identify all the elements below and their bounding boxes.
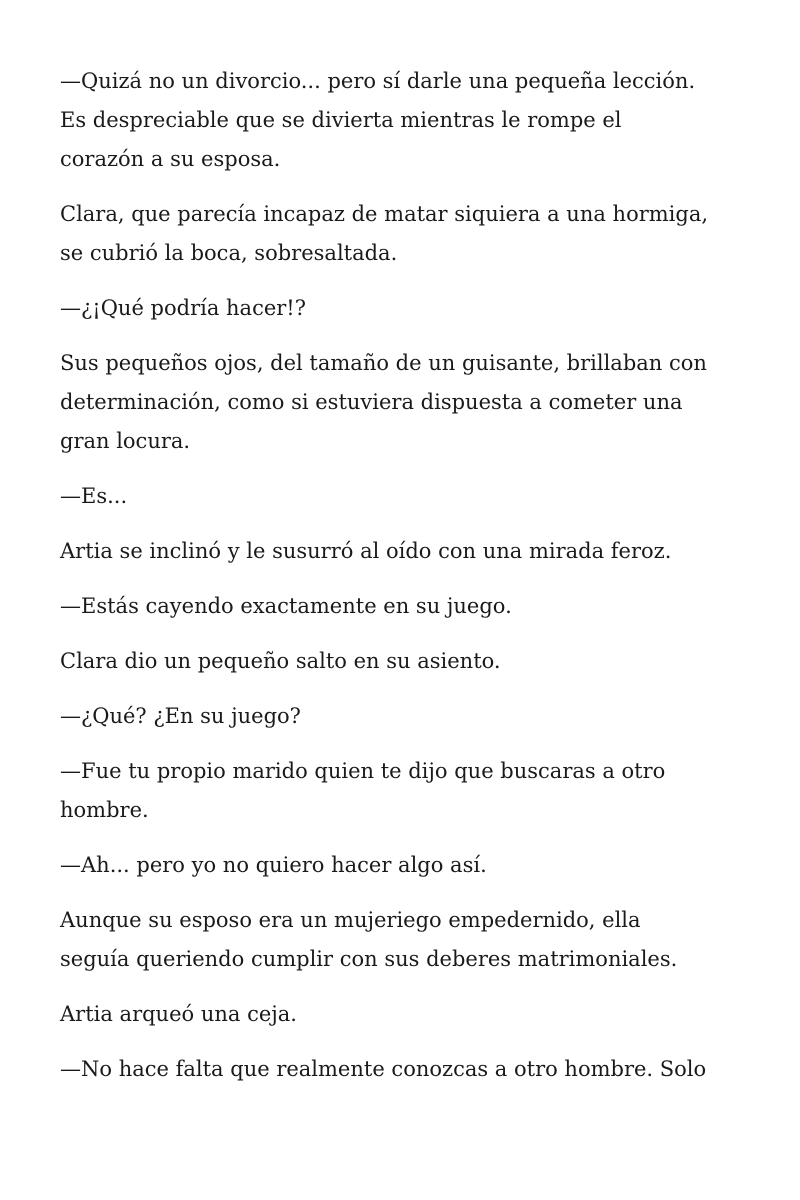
paragraph [60, 344, 760, 461]
text-line: seguía queriendo cumplir con sus deberes matrimoniales. [60, 947, 678, 971]
paragraph [60, 289, 760, 328]
paragraph [60, 697, 760, 736]
text-line: corazón a su esposa. [60, 147, 281, 171]
text-line: Es despreciable que se divierta mientras le rompe el [60, 108, 622, 132]
paragraph [60, 62, 760, 179]
text-line: —¿¡Qué podría hacer!? [60, 296, 306, 320]
text-line: —Quizá no un divorcio... pero sí darle una pequeña lección. [60, 69, 696, 93]
text-line: determinación, como si estuviera dispuesta a cometer una [60, 390, 683, 414]
paragraph [60, 477, 760, 516]
text-line: —Fue tu propio marido quien te dijo que buscaras a otro [60, 759, 666, 783]
text-line: hombre. [60, 798, 149, 822]
text-line: —Es... [60, 484, 128, 508]
paragraph [60, 1050, 760, 1089]
text-line: Artia arqueó una ceja. [60, 1002, 297, 1026]
paragraph [60, 587, 760, 626]
paragraph [60, 995, 760, 1034]
text-line: gran locura. [60, 429, 191, 453]
paragraph [60, 642, 760, 681]
paragraph [60, 532, 760, 571]
paragraph [60, 195, 760, 273]
text-line: —¿Qué? ¿En su juego? [60, 704, 301, 728]
text-line: Artia se inclinó y le susurró al oído con una mirada feroz. [60, 539, 672, 563]
paragraph [60, 846, 760, 885]
text-line: se cubrió la boca, sobresaltada. [60, 241, 398, 265]
text-line: —Ah... pero yo no quiero hacer algo así. [60, 853, 487, 877]
text-line: Clara, que parecía incapaz de matar siquiera a una hormiga, [60, 202, 709, 226]
text-line: Clara dio un pequeño salto en su asiento. [60, 649, 501, 673]
text-line: —No hace falta que realmente conozcas a otro hombre. Solo [60, 1057, 707, 1081]
paragraph [60, 901, 760, 979]
paragraph [60, 752, 760, 830]
document-page [60, 62, 760, 1105]
text-line: Sus pequeños ojos, del tamaño de un guisante, brillaban con [60, 351, 707, 375]
text-line: —Estás cayendo exactamente en su juego. [60, 594, 512, 618]
text-line: Aunque su esposo era un mujeriego empedernido, ella [60, 908, 641, 932]
